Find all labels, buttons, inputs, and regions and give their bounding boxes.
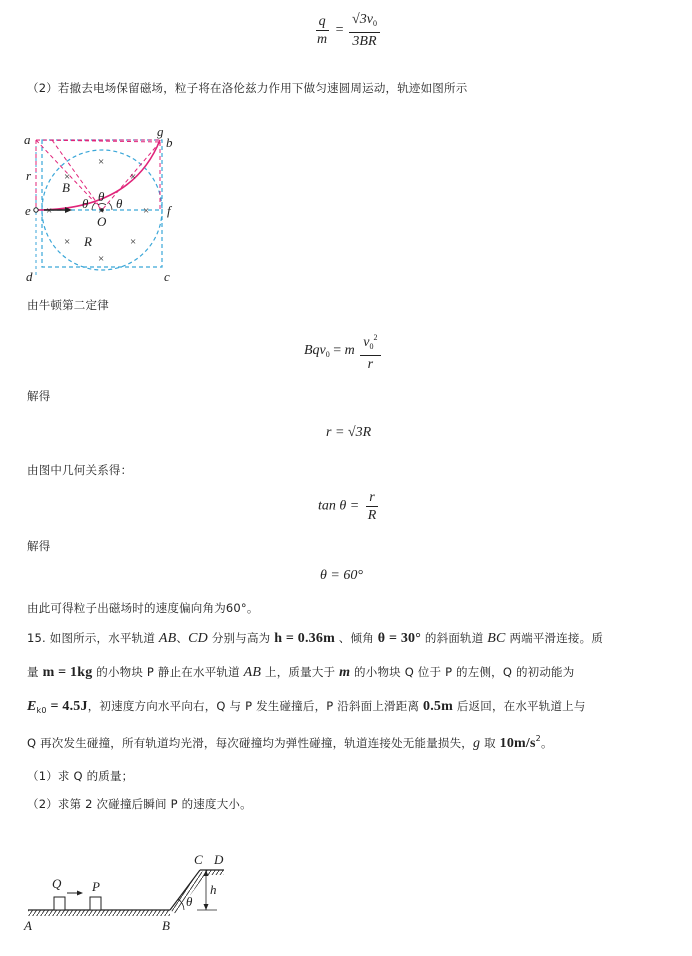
q15-sub-1: （1）求 Q 的质量； <box>27 769 134 783</box>
eq2-num-sup: 2 <box>373 333 378 342</box>
text-geometry: 由图中几何关系得： <box>27 463 133 477</box>
equation-radius: r = √3R <box>326 425 372 440</box>
text-solve-2: 解得 <box>27 539 51 553</box>
q15-line-1: 15. 如图所示，水平轨道 AB、CD 分别与高为 h = 0.36m 、倾角 θ = 30° 的斜面轨道 BC 两端平滑连接。质 <box>27 631 604 646</box>
eq4-den: R <box>367 508 377 523</box>
label-B: B <box>62 180 70 195</box>
label-theta-2: θ <box>98 189 105 204</box>
eq2-lhs-sub: 0 <box>325 350 330 360</box>
label-Q: Q <box>52 876 62 891</box>
label-D: D <box>214 852 224 867</box>
svg-text:×: × <box>46 205 53 217</box>
label-e: e <box>25 203 31 218</box>
figure-track <box>22 848 242 938</box>
label-f: f <box>167 203 171 218</box>
svg-text:×: × <box>98 156 105 168</box>
equation-theta: θ = 60° <box>320 568 363 583</box>
eq1-rhs-den: 3BR <box>352 34 377 49</box>
eq1-equals: = <box>335 22 344 38</box>
equation-charge-mass-ratio <box>312 12 382 49</box>
label-b: b <box>166 135 173 150</box>
eq1-lhs-num: q <box>316 14 329 31</box>
label-a: a <box>24 132 31 147</box>
label-B2: B <box>162 918 170 933</box>
paragraph-part2: （2）若撤去电场保留磁场，粒子将在洛伦兹力作用下做匀速圆周运动，轨迹如图所示 <box>27 81 468 95</box>
eq4-lhs: tan θ = <box>318 498 360 514</box>
label-d: d <box>26 269 33 284</box>
figure-magnetic-field <box>22 118 192 286</box>
svg-text:×: × <box>143 205 150 217</box>
text-conclusion: 由此可得粒子出磁场时的速度偏向角为60°。 <box>27 601 259 615</box>
label-theta: θ <box>186 894 193 909</box>
text-solve-1: 解得 <box>27 389 51 403</box>
svg-text:×: × <box>130 171 137 183</box>
equation-newton <box>304 330 383 372</box>
block-P <box>90 897 101 910</box>
eq2-lhs: Bqv <box>304 343 326 359</box>
eq1-rhs-sub: 0 <box>372 19 377 28</box>
eq1-lhs-den: m <box>317 32 328 47</box>
label-R: R <box>84 234 92 249</box>
eq2-den: r <box>367 357 374 372</box>
q15-line-2: 量 m = 1kg 的小物块 P 静止在水平轨道 AB 上，质量大于 m 的小物块 Q 位于 P 的左侧，Q 的初动能为 <box>27 665 575 680</box>
eq2-equals: = <box>333 343 342 359</box>
label-h: h <box>210 882 217 897</box>
label-P: P <box>92 879 100 894</box>
eq4-num: r <box>366 490 377 507</box>
label-r: r <box>26 168 32 183</box>
block-Q <box>54 897 65 910</box>
q15-line-3: $E_{k0} = 4.5J$，初速度方向水平向右，Q 与 P 发生碰撞后，P 沿斜面上滑距离 0.5m 后返回，在水平轨道上与 <box>27 699 586 715</box>
svg-text:×: × <box>64 236 71 248</box>
text-newton: 由牛顿第二定律 <box>27 298 109 312</box>
label-g: g <box>157 124 164 139</box>
equation-tan <box>318 490 381 523</box>
svg-text:×: × <box>64 171 71 183</box>
eq2-m: m <box>344 343 355 359</box>
svg-text:×: × <box>130 236 137 248</box>
label-theta-3: θ <box>116 196 123 211</box>
eq2-num: v <box>363 335 370 350</box>
q15-line-4: Q 再次发生碰撞，所有轨道均光滑，每次碰撞均为弹性碰撞，轨道连接处无能量损失，g 取 $10m/s^2$。 <box>27 734 553 751</box>
eq2-num-sub: 0 <box>369 342 374 351</box>
svg-text:×: × <box>98 205 105 217</box>
label-C: C <box>194 852 203 867</box>
q15-sub-2: （2）求第 2 次碰撞后瞬间 P 的速度大小。 <box>27 797 252 811</box>
eq1-rhs-num: √3v <box>352 12 373 27</box>
label-theta-1: θ <box>82 196 89 211</box>
label-c: c <box>164 269 170 284</box>
svg-text:×: × <box>98 253 105 265</box>
label-A: A <box>24 918 32 933</box>
label-O: O <box>97 214 107 229</box>
